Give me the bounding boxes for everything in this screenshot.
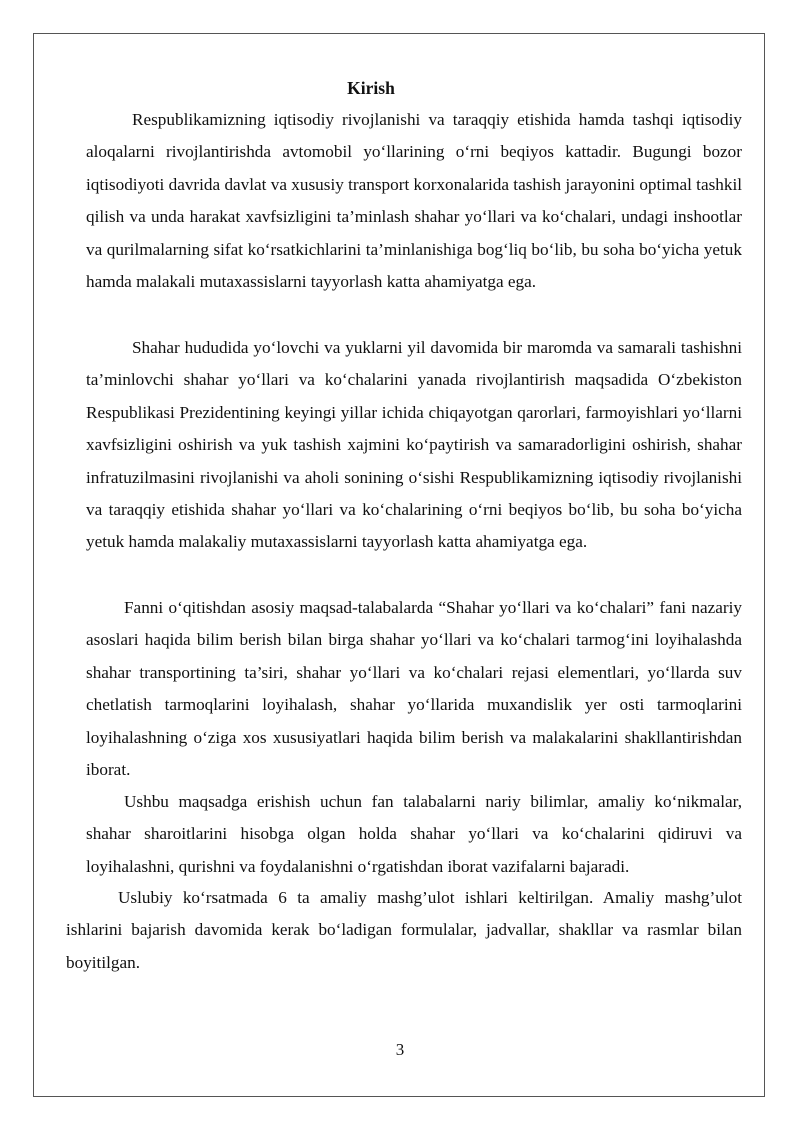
section-title: Kirish	[347, 78, 395, 98]
paragraph-2: Shahar hududida yo‘lovchi va yuklarni yil davomida bir maromda va samarali tashishni ta’minlovchi shahar yo‘llari va ko‘chalarini yanada rivojlantirish maqsadida O‘zbekiston Respublikasi Prezidentining keyingi yillar ichida chiqayotgan qarorlari, farmoyishlari yo‘llarni xavfsizligini oshirish va yuk tashish xajmini ko‘paytirish va samaradorligini oshirish, shahar infratuzilmasini rivojlanishi va aholi sonining o‘sishi Respublikamizning iqtisodiy rivojlanishi va taraqqiy etishida shahar yo‘llari va ko‘chalarining o‘rni beqiyos bo‘lib, bu soha bo‘yicha yetuk hamda malakaliy mutaxassislarni tayyorlash katta ahamiyatga ega.	[86, 338, 742, 552]
paragraph-1: Respublikamizning iqtisodiy rivojlanishi va taraqqiy etishida hamda tashqi iqtisodiy aloqalarni rivojlantirishda avtomobil yo‘llarining o‘rni beqiyos kattadir. Bugungi bozor iqtisodiyoti davrida davlat va xususiy transport korxonalarida tashish jarayonini optimal tashkil qilish va unda harakat xavfsizligini ta’minlash shahar yo‘llari va ko‘chalari, undagi inshootlar va qurilmalarning sifat ko‘rsatkichlarini ta’minlanishiga bog‘liq bo‘lib, bu soha bo‘yicha yetuk hamda malakali mutaxassislarni tayyorlash katta ahamiyatga ega.	[86, 110, 742, 292]
paragraph-4: Ushbu maqsadga erishish uchun fan talabalarni nariy bilimlar, amaliy ko‘nikmalar, shahar sharoitlarini hisobga olgan holda shahar yo‘llari va ko‘chalarini qidiruvi va loyihalashni, qurishni va foydalanishni o‘rgatishdan iborat vazifalarni bajaradi.	[86, 792, 742, 876]
paragraph-5: Uslubiy ko‘rsatmada 6 ta amaliy mashg’ulot ishlari keltirilgan. Amaliy mashg’ulot ishlarini bajarish davomida kerak bo‘ladigan formulalar, jadvallar, shakllar va rasmlar bilan boyitilgan.	[66, 888, 742, 972]
paragraph-3: Fanni o‘qitishdan asosiy maqsad-talabalarda “Shahar yo‘llari va ko‘chalari” fani nazariy asoslari haqida bilim berish bilan birga shahar yo‘llari va ko‘chalari tarmog‘ini loyihalashda shahar transportining ta’siri, shahar yo‘llari va ko‘chalari rejasi elementlari, yo‘llarda suv chetlatish tarmoqlarini loyihalash, shahar yo‘llarida muxandislik yer osti tarmoqlarini loyihalashning o‘ziga xos xususiyatlari haqida bilim berish va malakalarini shakllantirishdan iborat.	[86, 598, 742, 780]
page-number: 3	[395, 1040, 405, 1059]
